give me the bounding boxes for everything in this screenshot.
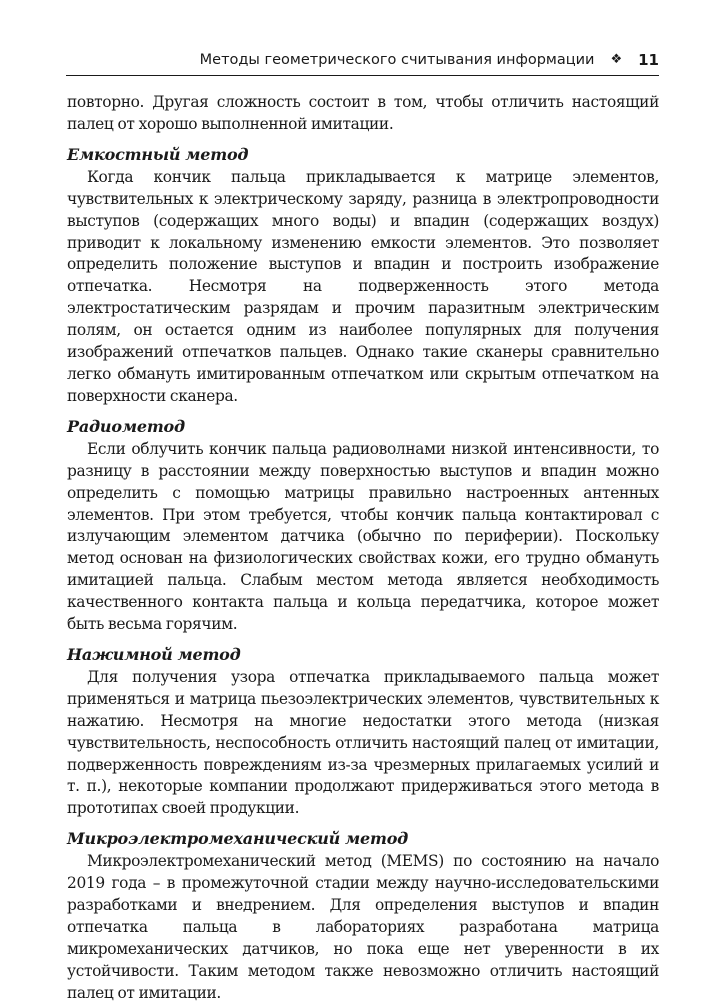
running-header-title: Методы геометрического считывания информации [199, 52, 595, 68]
section-text-mems: Микроэлектромеханический метод (MEMS) по состоянию на начало 2019 года – в промежуточной стадии между научно-исследовательскими разработками и внедрением. Для определения выступов и впадин отпечатка пальца в лабораториях разработана матрица микромеханических датчиков, но пока еще нет уверенности в их устойчивости. Таким методом также невозможно отличить настоящий палец от имитации. [67, 852, 659, 1002]
header-rule [66, 75, 659, 76]
section-text-pressure: Для получения узора отпечатка прикладываемого пальца может применяться и матрица пьезоэлектрических элементов, чувствительных к нажатию. Несмотря на многие недостатки этого метода (низкая чувствительность, неспособность отличить настоящий палец от имитации, подверженность повреждениям из-за чрезмерных прилагаемых усилий и т. п.), некоторые компании продолжают придерживаться этого метода в прототипах своей продукции. [67, 667, 659, 818]
page-body [67, 92, 659, 1005]
section-heading-pressure: Нажимной метод [67, 644, 241, 664]
section-text-radio: Если облучить кончик пальца радиоволнами низкой интенсивности, то разницу в расстоянии между поверхностью выступов и впадин можно определить с помощью матрицы правильно настроенных антенных элементов. При этом требуется, чтобы кончик пальца контактировал с излучающим элементом датчика (обычно по периферии). Поскольку метод основан на физиологических свойствах кожи, его трудно обмануть имитацией пальца. Слабым местом метода является необходимость качественного контакта пальца и кольца передатчика, которое может быть весьма горячим. [67, 439, 659, 634]
ornament-diamond-icon: ❖ [610, 51, 623, 67]
section-heading-radio: Радиометод [67, 416, 185, 436]
section-heading-capacitive: Емкостный метод [67, 144, 249, 164]
page-number: 11 [638, 51, 659, 69]
running-header [66, 47, 659, 73]
intro-paragraph: повторно. Другая сложность состоит в том, чтобы отличить настоящий палец от хорошо выполненной имитации. [67, 93, 659, 133]
section-text-capacitive: Когда кончик пальца прикладывается к матрице элементов, чувствительных к электрическому заряду, разница в электропроводности выступов (содержащих много воды) и впадин (содержащих воздух) приводит к локальному изменению емкости элементов. Это позволяет определить положение выступов и впадин и построить изображение отпечатка. Несмотря на подверженность этого метода электростатическим разрядам и прочим паразитным электрическим полям, он остается одним из наиболее популярных для получения изображений отпечатков пальцев. Однако такие сканеры сравнительно легко обмануть имитированным отпечатком или скрытым отпечатком на поверхности сканера. [67, 167, 659, 405]
section-heading-mems: Микроэлектромеханический метод [67, 829, 409, 849]
